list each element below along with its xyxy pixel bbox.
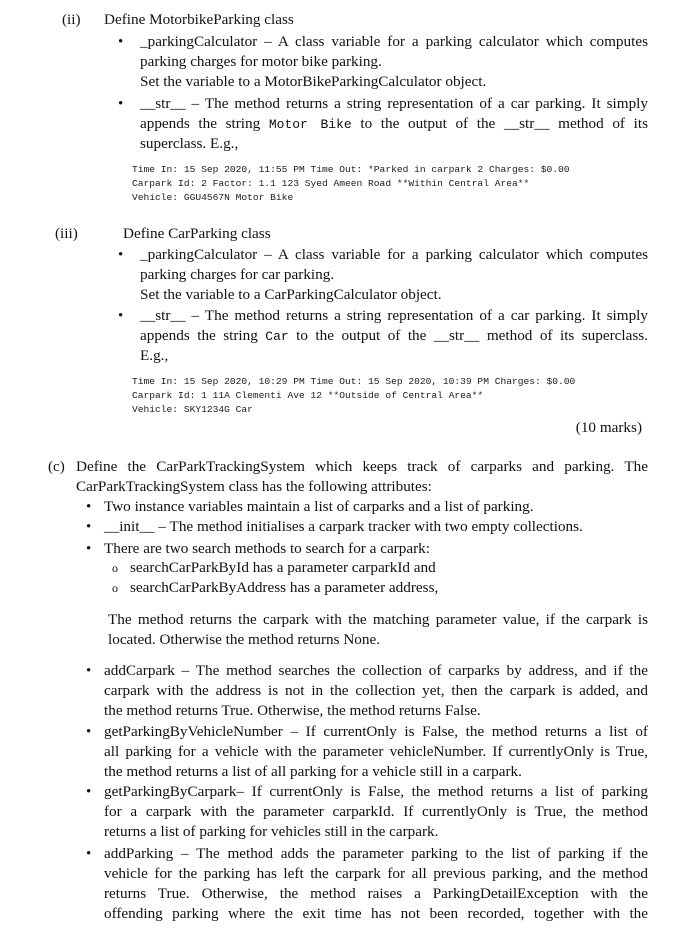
circle-bullet-icon: o xyxy=(112,581,118,595)
part-ii-example-line-1: Time In: 15 Sep 2020, 11:55 PM Time Out: *Parked in carpark 2 Charges: $0.00 xyxy=(132,164,570,175)
part-c-search-l2: located. Otherwise the method returns None. xyxy=(108,631,381,648)
bullet-icon: • xyxy=(118,96,124,112)
part-c-intro-l2: CarParkTrackingSystem class has the following attributes: xyxy=(76,478,432,495)
part-c-sub1: searchCarParkById has a parameter carparkId and xyxy=(130,559,436,576)
part-c-addcarpark-l2: carpark with the address is not in the collection yet, then the carpark is added, and xyxy=(104,682,648,699)
bullet-icon: • xyxy=(86,846,92,862)
bullet-icon: • xyxy=(118,247,124,263)
part-iii-b2-l2a: appends the string xyxy=(140,327,266,344)
part-c-addparking-l3: returns True. Otherwise, the method raises a ParkingDetailException with the xyxy=(104,885,648,902)
part-c-addparking-l1: addParking – The method adds the parameter parking to the list of parking if the xyxy=(104,845,648,862)
part-ii-b2-l3: superclass. E.g., xyxy=(140,135,239,152)
part-ii-motorbike-code: Motor Bike xyxy=(268,117,352,132)
part-iii-b2-l2 xyxy=(140,326,648,347)
part-iii-b2-l1: __str__ – The method returns a string representation of a car parking. It simply xyxy=(140,307,648,324)
part-ii-label: (ii) xyxy=(62,11,81,28)
bullet-icon: • xyxy=(118,308,124,324)
part-iii-example-line-2: Carpark Id: 1 11A Clementi Ave 12 **Outside of Central Area** xyxy=(132,390,484,401)
part-c-label: (c) xyxy=(48,458,65,475)
part-c-intro-l1: Define the CarParkTrackingSystem which keeps track of carparks and parking. The xyxy=(76,458,648,475)
part-iii-b2-l3: E.g., xyxy=(140,347,169,364)
part-c-getbycarpark-l3: returns a list of parking for vehicles still in the carpark. xyxy=(104,823,439,840)
part-c-getbycarpark-l2: for a carpark with the parameter carparkId. If currentlyOnly is True, the method xyxy=(104,803,648,820)
bullet-icon: • xyxy=(86,499,92,515)
part-iii-b1-l3: Set the variable to a CarParkingCalculator object. xyxy=(140,286,442,303)
bullet-icon: • xyxy=(86,541,92,557)
part-c-addcarpark-l1: addCarpark – The method searches the collection of carparks by address, and if the xyxy=(104,662,648,679)
part-ii-heading: Define MotorbikeParking class xyxy=(104,11,294,28)
part-ii-b1-l1: _parkingCalculator – A class variable for a parking calculator which computes xyxy=(140,33,648,50)
marks-label: (10 marks) xyxy=(575,419,642,436)
part-iii-car-code: Car xyxy=(265,329,289,344)
bullet-icon: • xyxy=(86,519,92,535)
part-c-b2: __init__ – The method initialises a carpark tracker with two empty collections. xyxy=(104,518,583,535)
part-iii-heading: Define CarParking class xyxy=(123,225,271,242)
part-c-getbyvehicle-l1: getParkingByVehicleNumber – If currentOnly is False, the method returns a list of xyxy=(104,723,648,740)
part-c-getbyvehicle-l3: the method returns a list of all parking for a vehicle still in a carpark. xyxy=(104,763,522,780)
part-ii-b2-l2a: appends the string xyxy=(140,115,269,132)
part-ii-b2-l1: __str__ – The method returns a string representation of a car parking. It simply xyxy=(140,95,648,112)
part-c-getbyvehicle-l2: all parking for a vehicle with the parameter vehicleNumber. If currentlyOnly is True, xyxy=(104,743,648,760)
part-c-search-l1: The method returns the carpark with the matching parameter value, if the carpark is xyxy=(108,611,648,628)
part-iii-b1-l1: _parkingCalculator – A class variable for a parking calculator which computes xyxy=(140,246,648,263)
bullet-icon: • xyxy=(86,784,92,800)
part-ii-b2-l2 xyxy=(140,114,648,135)
part-iii-example-line-3: Vehicle: SKY1234G Car xyxy=(132,404,253,415)
part-c-b1: Two instance variables maintain a list of carparks and a list of parking. xyxy=(104,498,534,515)
part-iii-example-line-1: Time In: 15 Sep 2020, 10:29 PM Time Out: 15 Sep 2020, 10:39 PM Charges: $0.00 xyxy=(132,376,576,387)
part-c-getbycarpark-l1: getParkingByCarpark– If currentOnly is False, the method returns a list of parking xyxy=(104,783,648,800)
part-ii-b1-l2: parking charges for motor bike parking. xyxy=(140,53,382,70)
part-ii-b2-l2b: to the output of the __str__ method of its xyxy=(351,115,648,132)
bullet-icon: • xyxy=(86,663,92,679)
part-c-addcarpark-l3: the method returns True. Otherwise, the method returns False. xyxy=(104,702,481,719)
part-iii-b1-l2: parking charges for car parking. xyxy=(140,266,335,283)
part-c-b3: There are two search methods to search for a carpark: xyxy=(104,540,430,557)
circle-bullet-icon: o xyxy=(112,561,118,575)
part-c-addparking-l2: vehicle for the parking has left the carpark for all previous parking, and the method xyxy=(104,865,648,882)
part-c-addparking-l4: offending parking where the exit time has not been recorded, together with the xyxy=(104,905,648,922)
part-ii-b1-l3: Set the variable to a MotorBikeParkingCalculator object. xyxy=(140,73,487,90)
part-iii-label: (iii) xyxy=(55,225,78,242)
bullet-icon: • xyxy=(118,34,124,50)
part-ii-example-line-3: Vehicle: GGU4567N Motor Bike xyxy=(132,192,294,203)
part-c-sub2: searchCarParkByAddress has a parameter address, xyxy=(130,579,439,596)
bullet-icon: • xyxy=(86,724,92,740)
part-ii-example-line-2: Carpark Id: 2 Factor: 1.1 123 Syed Ameen Road **Within Central Area** xyxy=(132,178,530,189)
part-iii-b2-l2b: to the output of the __str__ method of its superclass. xyxy=(288,327,648,344)
